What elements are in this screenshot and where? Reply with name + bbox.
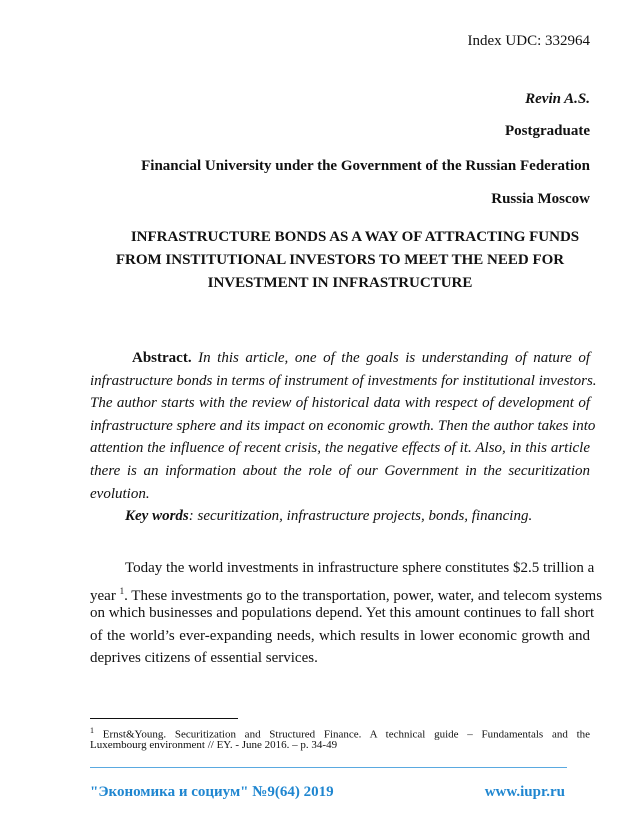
author-name: Revin A.S. xyxy=(525,91,590,107)
title-line: INVESTMENT IN INFRASTRUCTURE xyxy=(207,275,473,291)
abstract-line: attention the influence of recent crisis, the negative effects of it. Also, in this article xyxy=(90,440,590,457)
footnote-text: Ernst&Young. Securitization and Structured Finance. A technical guide – Fundamentals and the xyxy=(102,728,591,741)
body-line: deprives citizens of essential services. xyxy=(90,650,318,667)
body-paragraph xyxy=(90,557,603,670)
footnote xyxy=(90,724,590,752)
article-title xyxy=(60,226,620,295)
abstract-line: infrastructure bonds in terms of instrument of investments for institutional investors. xyxy=(90,372,597,389)
body-line: of the world’s ever-expanding needs, which results in lower economic growth and xyxy=(90,627,590,644)
abstract-line: there is an information about the role of our Government in the securitization xyxy=(90,462,590,479)
abstract xyxy=(90,347,597,528)
author-position: Postgraduate xyxy=(505,123,590,139)
author-location: Russia Moscow xyxy=(491,191,590,207)
title-line: FROM INSTITUTIONAL INVESTORS TO MEET THE NEED FOR xyxy=(115,252,565,268)
title-line: INFRASTRUCTURE BONDS AS A WAY OF ATTRACTING FUNDS xyxy=(130,229,580,245)
body-line: Today the world investments in infrastructure sphere constitutes $2.5 trillion a xyxy=(125,560,595,576)
abstract-label: Abstract. xyxy=(132,350,192,366)
footnote-line: Luxembourg environment // EY. - June 2016. – p. 34-49 xyxy=(90,739,338,751)
journal-name: "Экономика и социум" №9(64) 2019 xyxy=(90,784,334,800)
author-affiliation: Financial University under the Government of the Russian Federation xyxy=(141,158,590,174)
body-text: year xyxy=(90,587,120,604)
abstract-line: evolution. xyxy=(90,485,150,502)
keywords xyxy=(90,505,590,528)
footnote-separator xyxy=(90,718,238,719)
udc-index: Index UDC: 332964 xyxy=(467,33,590,49)
body-text: . These investments go to the transportation, power, water, and telecom systems xyxy=(124,587,603,604)
website-link[interactable]: www.iupr.ru xyxy=(484,784,565,800)
abstract-text: In this article, one of the goals is understanding of nature of xyxy=(198,350,591,366)
abstract-line xyxy=(90,347,590,370)
abstract-line: infrastructure sphere and its impact on economic growth. Then the author takes into xyxy=(90,417,596,434)
body-line xyxy=(90,580,603,604)
keywords-text: : securitization, infrastructure projects, bonds, financing. xyxy=(188,508,533,525)
footnote-ref[interactable]: 1 xyxy=(119,585,125,596)
keywords-label: Key words xyxy=(125,508,189,525)
body-line: on which businesses and populations depend. Yet this amount continues to fall short xyxy=(90,605,595,622)
footnote-number: 1 xyxy=(90,726,94,735)
abstract-line: The author starts with the review of historical data with respect of development of xyxy=(90,395,590,412)
footer-divider xyxy=(90,767,567,768)
footnote-line xyxy=(90,724,591,741)
